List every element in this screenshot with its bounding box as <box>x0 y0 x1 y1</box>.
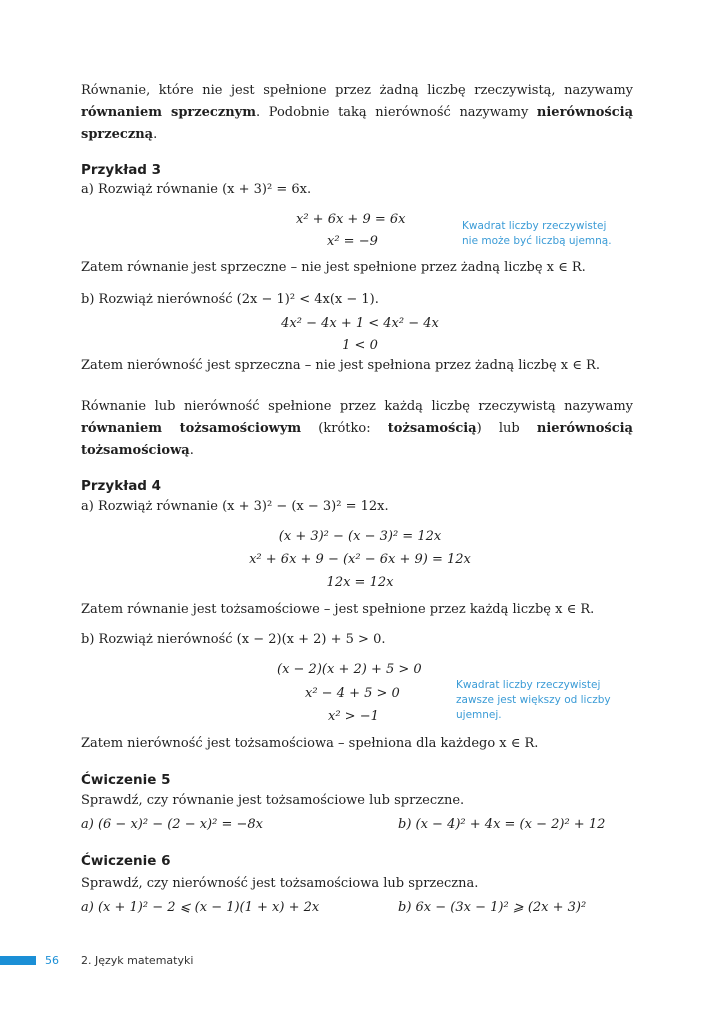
example-4b-conclusion: Zatem nierówność jest tożsamościowa – spełniona dla każdego x ∈ R. <box>81 736 539 751</box>
example-3-side-note <box>462 219 612 249</box>
example-4b-equation-1: (x − 2)(x + 2) + 5 > 0 <box>277 662 422 677</box>
example-3b-equation-2: 1 < 0 <box>342 338 378 353</box>
example-4a-equation-1: (x + 3)² − (x − 3)² = 12x <box>278 529 442 544</box>
example-3b-conclusion: Zatem nierówność jest sprzeczna – nie jest spełniona przez żadną liczbę x ∈ R. <box>81 358 600 373</box>
page-number: 56 <box>45 954 59 967</box>
intro-term-contradictory-equation: równaniem sprzecznym <box>81 105 256 120</box>
exercise-5a: a) (6 − x)² − (2 − x)² = −8x <box>81 817 263 832</box>
example-4a-equation-2: x² + 6x + 9 − (x² − 6x + 9) = 12x <box>249 552 471 567</box>
example-4b-equation-3: x² > −1 <box>328 709 379 724</box>
example-3a-equation-1: x² + 6x + 9 = 6x <box>296 212 406 227</box>
note-2-line-1: Kwadrat liczby rzeczywistej <box>456 679 601 691</box>
def2-term-identity-inequality: nierównością tożsamościową <box>81 421 633 458</box>
example-3a-conclusion: Zatem równanie jest sprzeczne – nie jest spełnione przez żadną liczbę x ∈ R. <box>81 260 586 275</box>
example-3a-task: a) Rozwiąż równanie (x + 3)² = 6x. <box>81 182 312 197</box>
def2-term-identity: tożsamością <box>387 421 477 436</box>
def2-term-identity-equation: równaniem tożsamościowym <box>81 421 302 436</box>
example-3-heading: Przykład 3 <box>81 162 162 178</box>
example-4-heading: Przykład 4 <box>81 478 162 494</box>
exercise-6-task: Sprawdź, czy nierówność jest tożsamościowa lub sprzeczna. <box>81 876 479 891</box>
def2-text-2: (krótko: <box>301 421 388 436</box>
footer-accent-bar <box>0 956 36 965</box>
note-2-line-3: ujemnej. <box>456 709 502 721</box>
exercise-5-task: Sprawdź, czy równanie jest tożsamościowe lub sprzeczne. <box>81 793 465 808</box>
identity-definition-paragraph <box>81 396 633 462</box>
example-4a-task: a) Rozwiąż równanie (x + 3)² − (x − 3)² = 12x. <box>81 499 389 514</box>
example-4b-task: b) Rozwiąż nierówność (x − 2)(x + 2) + 5 > 0. <box>81 632 386 647</box>
example-4b-equation-2: x² − 4 + 5 > 0 <box>305 686 400 701</box>
intro-text-3: . <box>153 127 158 142</box>
chapter-title: 2. Język matematyki <box>81 954 194 967</box>
example-3b-equation-1: 4x² − 4x + 1 < 4x² − 4x <box>281 316 439 331</box>
exercise-5b: b) (x − 4)² + 4x = (x − 2)² + 12 <box>398 817 606 832</box>
exercise-6b: b) 6x − (3x − 1)² ⩾ (2x + 3)² <box>398 900 587 915</box>
exercise-5-heading: Ćwiczenie 5 <box>81 772 171 788</box>
example-3a-equation-2: x² = −9 <box>327 234 378 249</box>
intro-term-contradictory-inequality: nierównością sprzeczną <box>81 105 634 142</box>
example-3b-task: b) Rozwiąż nierówność (2x − 1)² < 4x(x − 1). <box>81 292 379 307</box>
example-4a-conclusion: Zatem równanie jest tożsamościowe – jest spełnione przez każdą liczbę x ∈ R. <box>81 602 595 617</box>
def2-text-3: ) lub <box>476 421 537 436</box>
intro-text-1: Równanie, które nie jest spełnione przez żadną liczbę rzeczywistą, nazywamy <box>81 83 633 98</box>
exercise-6a: a) (x + 1)² − 2 ⩽ (x − 1)(1 + x) + 2x <box>81 900 320 915</box>
def2-text-1: Równanie lub nierówność spełnione przez każdą liczbę rzeczywistą nazywamy <box>81 399 633 414</box>
note-1-line-1: Kwadrat liczby rzeczywistej <box>462 220 607 232</box>
intro-text-2: . Podobnie taką nierówność nazywamy <box>255 105 537 120</box>
intro-paragraph <box>81 80 633 146</box>
note-2-line-2: zawsze jest większy od liczby <box>456 694 611 706</box>
def2-text-4: . <box>189 443 194 458</box>
example-4-side-note <box>456 678 611 723</box>
example-4a-equation-3: 12x = 12x <box>326 575 394 590</box>
note-1-line-2: nie może być liczbą ujemną. <box>462 235 612 247</box>
exercise-6-heading: Ćwiczenie 6 <box>81 853 171 869</box>
